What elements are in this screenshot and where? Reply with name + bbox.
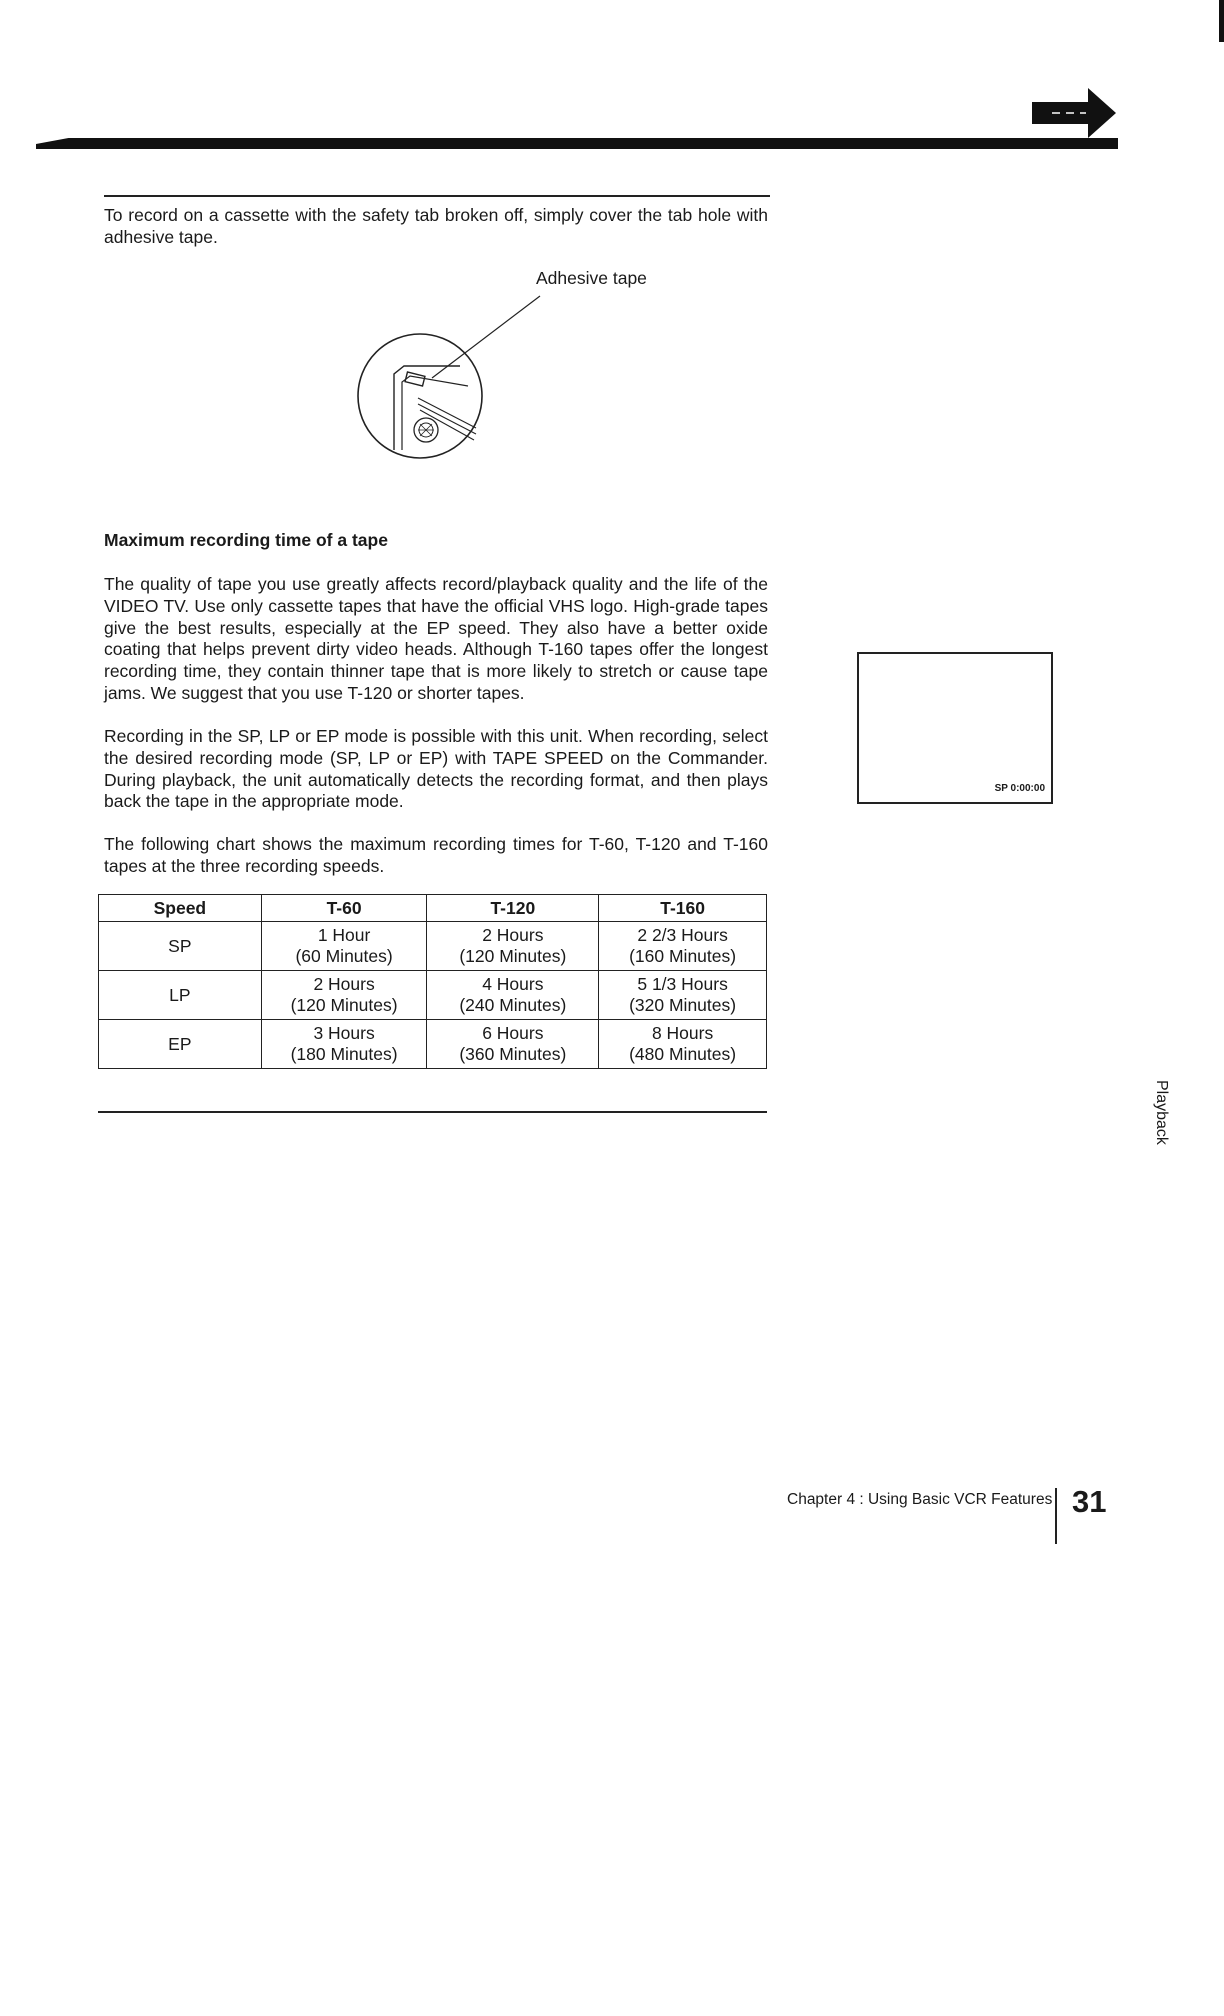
time-cell: 2 Hours (120 Minutes) (261, 971, 427, 1020)
table-row (99, 922, 767, 971)
adhesive-tape-cassette-illustration (340, 290, 560, 470)
header-rule (36, 138, 1118, 149)
intro-top-rule (104, 195, 770, 197)
column-header: T-60 (261, 895, 427, 922)
speed-cell: EP (99, 1020, 262, 1069)
table-header-row (99, 895, 767, 922)
time-cell: 4 Hours (240 Minutes) (427, 971, 599, 1020)
recording-mode-paragraph: Recording in the SP, LP or EP mode is possible with this unit. When recording, select the desired recording mode (SP, LP or EP) with TAPE SPEED on the Commander. During playback, the unit automatically detects the recording format, and then plays back the tape in the appropriate mode. (104, 726, 768, 812)
table-row (99, 971, 767, 1020)
section-heading: Maximum recording time of a tape (104, 530, 388, 550)
tape-quality-paragraph: The quality of tape you use greatly affects record/playback quality and the life of the VIDEO TV. Use only cassette tapes that have the official VHS logo. High-grade tapes give the best results, especially at the EP speed. They also have a better oxide coating that helps prevent dirty video heads. Although T-160 tapes offer the longest recording time, they contain thinner tape that is more likely to stretch or cause tape jams. We suggest that you use T-120 or shorter tapes. (104, 574, 768, 703)
time-cell: 5 1/3 Hours (320 Minutes) (599, 971, 767, 1020)
column-header: Speed (99, 895, 262, 922)
speed-cell: LP (99, 971, 262, 1020)
time-cell: 2 2/3 Hours (160 Minutes) (599, 922, 767, 971)
time-cell: 1 Hour (60 Minutes) (261, 922, 427, 971)
on-screen-display-box (857, 652, 1053, 804)
osd-counter: SP 0:00:00 (994, 783, 1045, 794)
figure-label: Adhesive tape (536, 268, 647, 288)
time-cell: 3 Hours (180 Minutes) (261, 1020, 427, 1069)
section-end-rule (98, 1111, 767, 1113)
time-cell: 6 Hours (360 Minutes) (427, 1020, 599, 1069)
footer-chapter-title: Chapter 4 : Using Basic VCR Features (787, 1491, 1053, 1508)
recording-time-table (98, 894, 767, 1069)
time-cell: 2 Hours (120 Minutes) (427, 922, 599, 971)
column-header: T-120 (427, 895, 599, 922)
page-number: 31 (1072, 1484, 1107, 1519)
next-page-arrow-icon (1030, 88, 1116, 138)
footer-divider (1055, 1488, 1057, 1544)
chart-intro-paragraph: The following chart shows the maximum recording times for T-60, T-120 and T-160 tapes at the three recording speeds. (104, 834, 768, 876)
time-cell: 8 Hours (480 Minutes) (599, 1020, 767, 1069)
table-row (99, 1020, 767, 1069)
section-side-tab: Playback (1153, 1080, 1170, 1145)
intro-text: To record on a cassette with the safety tab broken off, simply cover the tab hole with adhesive tape. (104, 205, 768, 247)
edge-mark (1219, 0, 1224, 42)
speed-cell: SP (99, 922, 262, 971)
column-header: T-160 (599, 895, 767, 922)
